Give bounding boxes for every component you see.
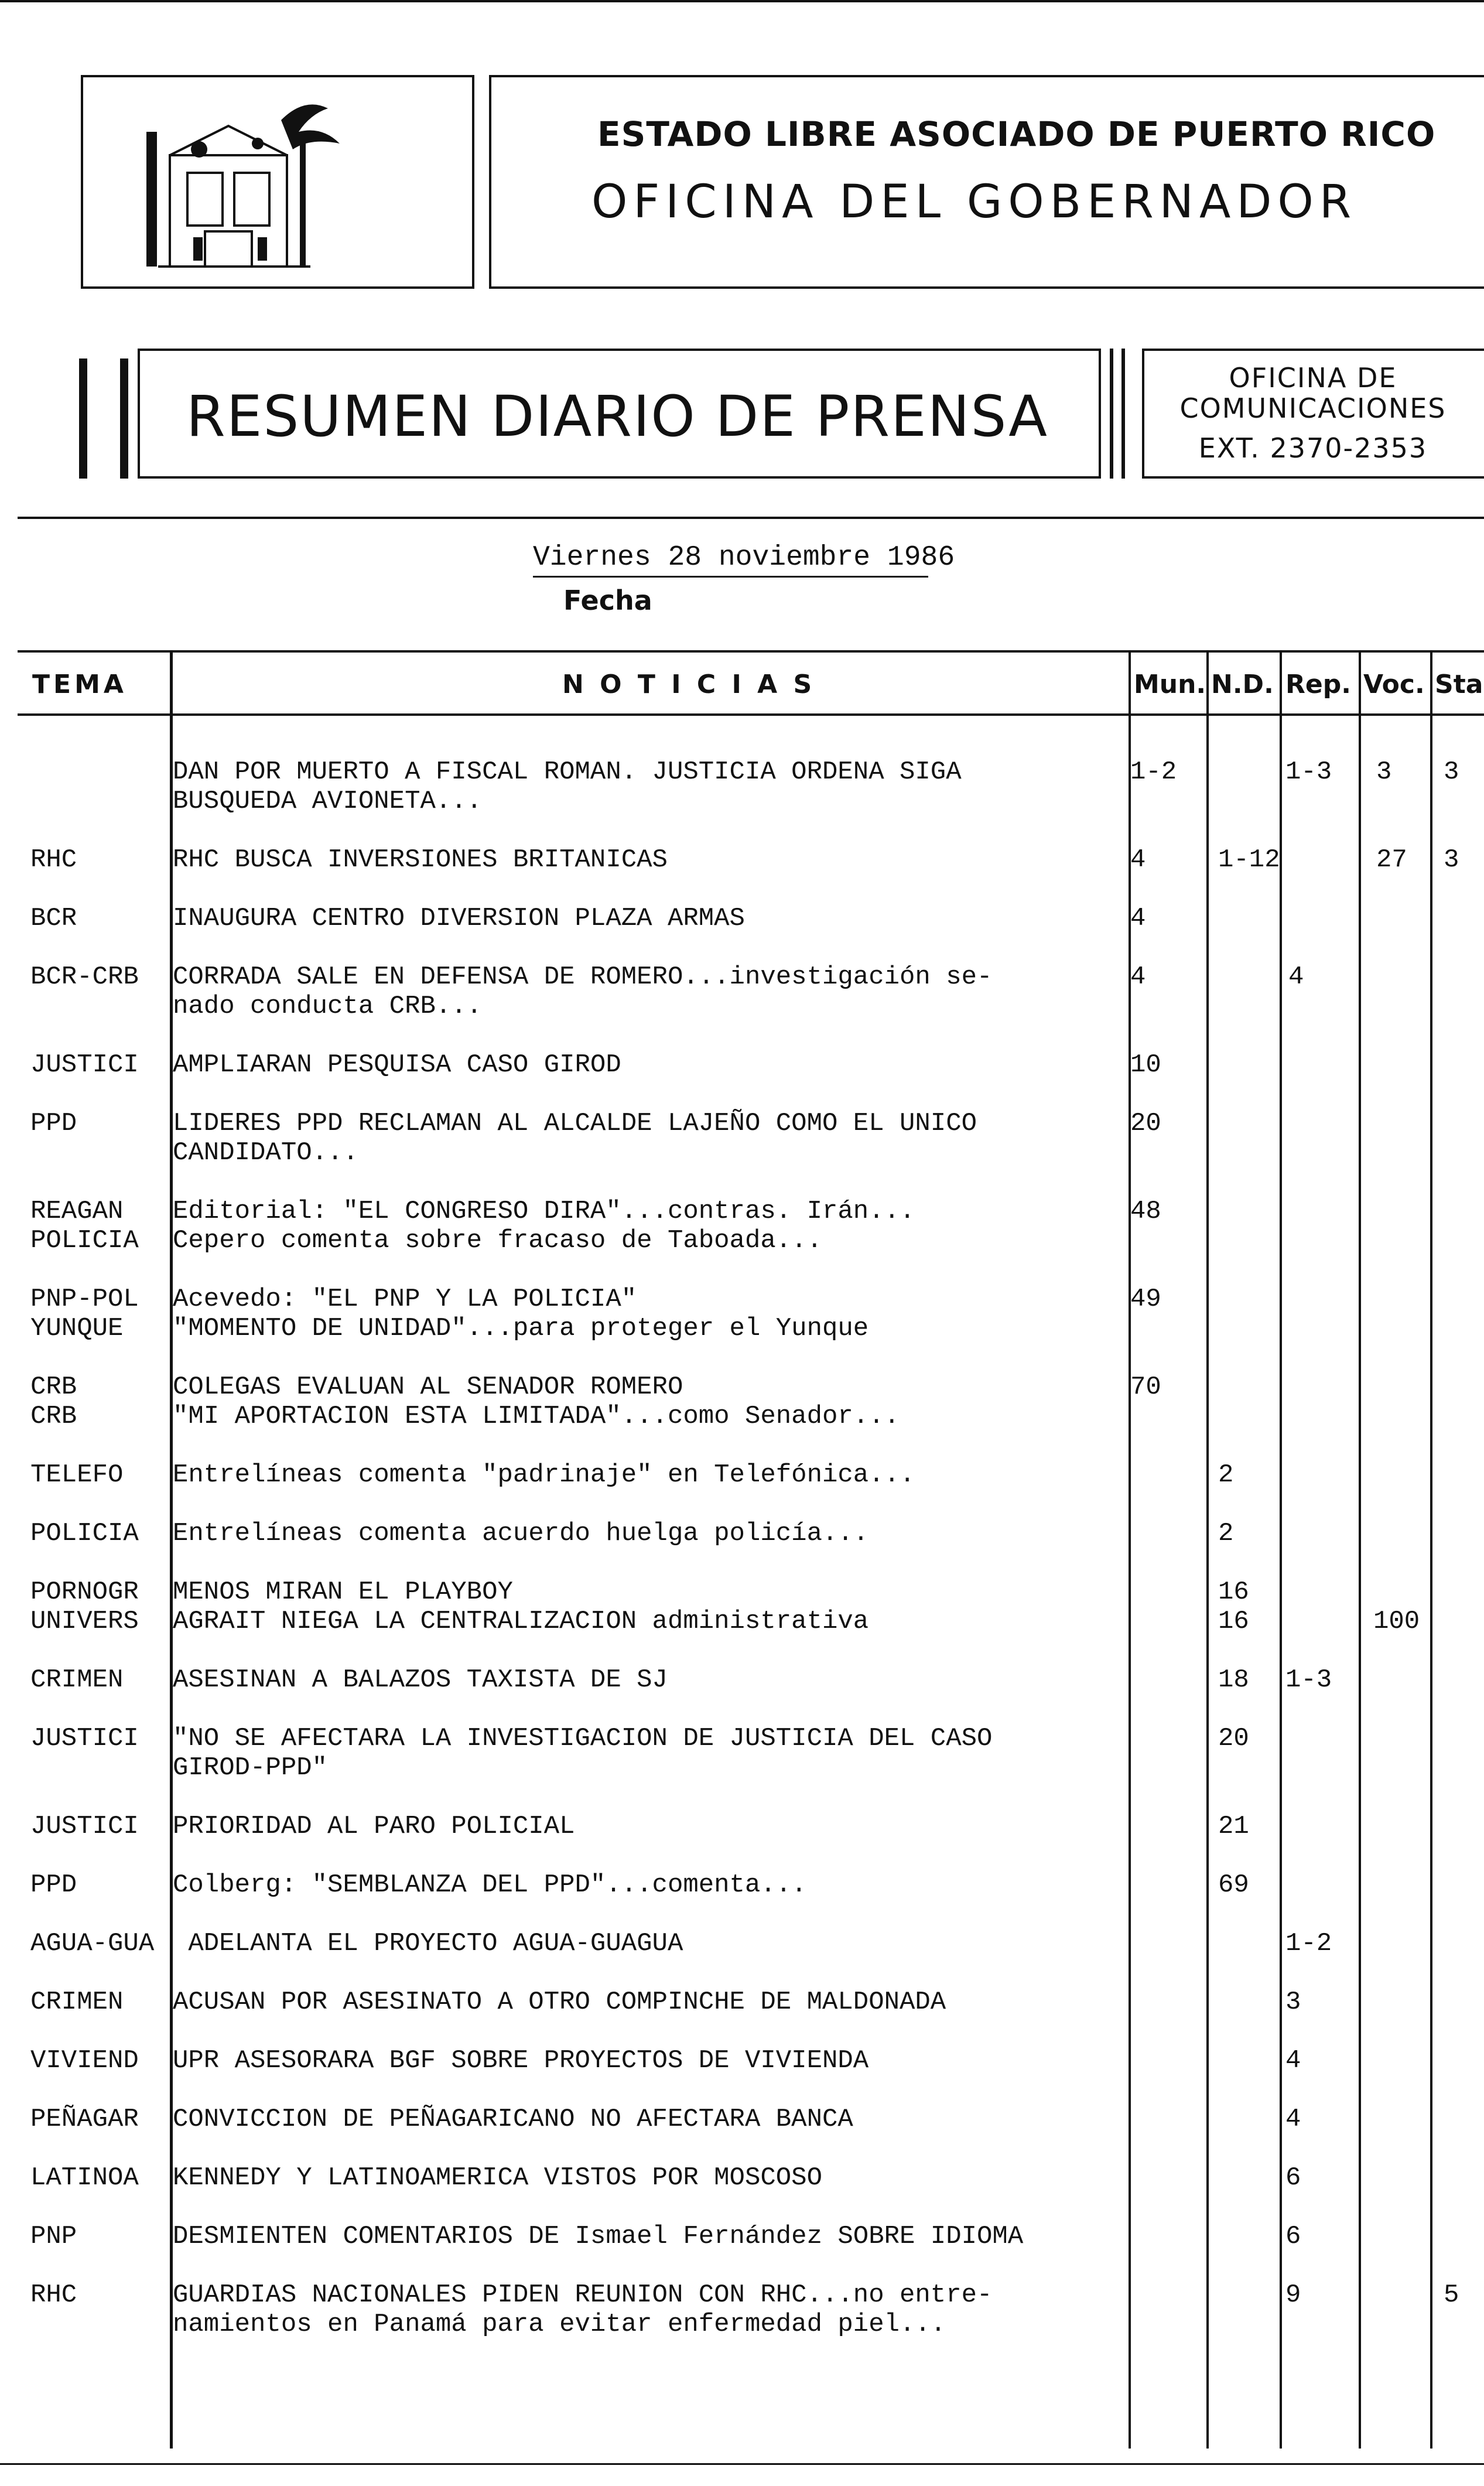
row-tema: RHC (30, 2280, 77, 2310)
row-voc: 100 (1373, 1607, 1420, 1636)
date-underline (533, 576, 928, 578)
row-tema: JUSTICI (30, 1050, 139, 1080)
row-news: LIDERES PPD RECLAMAN AL ALCALDE LAJEÑO COMO EL UNICO CANDIDATO... (173, 1109, 977, 1167)
row-mun: 10 (1130, 1050, 1161, 1080)
row-mun: 20 (1130, 1109, 1161, 1138)
row-rep: 1-3 (1285, 1665, 1332, 1695)
row-news: Acevedo: "EL PNP Y LA POLICIA" "MOMENTO DE UNIDAD"...para proteger el Yunque (173, 1285, 869, 1343)
row-sta: 3 (1444, 757, 1459, 787)
row-tema: LATINOA (30, 2163, 139, 2193)
row-news: AMPLIARAN PESQUISA CASO GIROD (173, 1050, 621, 1080)
document-title: RESUMEN DIARIO DE PRENSA (186, 384, 1048, 449)
row-nd: 69 (1218, 1870, 1249, 1900)
row-mun: 48 (1130, 1197, 1161, 1226)
left-rule-1 (79, 358, 87, 479)
row-news: MENOS MIRAN EL PLAYBOY AGRAIT NIEGA LA CENTRALIZACION administrativa (173, 1577, 869, 1636)
row-tema: PEÑAGAR (30, 2105, 139, 2134)
row-mun: 1-2 (1130, 757, 1177, 787)
row-rep: 4 (1288, 962, 1304, 992)
row-tema: PNP (30, 2222, 77, 2251)
row-news: DAN POR MUERTO A FISCAL ROMAN. JUSTICIA ORDENA SIGA BUSQUEDA AVIONETA... (173, 757, 962, 816)
row-news: Entrelíneas comenta acuerdo huelga policía... (173, 1519, 869, 1548)
row-news: INAUGURA CENTRO DIVERSION PLAZA ARMAS (173, 904, 745, 933)
table-header-rule (18, 713, 1484, 716)
row-news: KENNEDY Y LATINOAMERICA VISTOS POR MOSCOSO (173, 2163, 822, 2193)
row-news: RHC BUSCA INVERSIONES BRITANICAS (173, 845, 668, 875)
row-news: UPR ASESORARA BGF SOBRE PROYECTOS DE VIVIENDA (173, 2046, 869, 2075)
row-tema: AGUA-GUA (30, 1929, 155, 1958)
row-tema: REAGAN POLICIA (30, 1197, 139, 1255)
row-tema: CRIMEN (30, 1988, 124, 2017)
row-news: COLEGAS EVALUAN AL SENADOR ROMERO "MI APORTACION ESTA LIMITADA"...como Senador... (173, 1372, 900, 1431)
row-tema: POLICIA (30, 1519, 139, 1548)
row-news: "NO SE AFECTARA LA INVESTIGACION DE JUSTICIA DEL CASO GIROD-PPD" (173, 1724, 993, 1782)
row-mun: 4 (1130, 845, 1146, 875)
row-rep: 6 (1285, 2222, 1301, 2251)
header-noticias: N O T I C I A S (562, 670, 816, 699)
row-tema: CRIMEN (30, 1665, 124, 1695)
col-divider-sta (1430, 650, 1432, 2449)
row-rep: 3 (1285, 1988, 1301, 2017)
row-sta: 3 (1444, 845, 1459, 875)
governor-mansion-logo (135, 85, 381, 278)
row-tema: PPD (30, 1870, 77, 1900)
header-nd: N.D. (1211, 670, 1274, 699)
agency-name: ESTADO LIBRE ASOCIADO DE PUERTO RICO (597, 114, 1436, 154)
table-top-rule (18, 650, 1484, 653)
row-nd: 18 (1218, 1665, 1249, 1695)
office-name: OFICINA DEL GOBERNADOR (591, 176, 1358, 228)
com-line-1: OFICINA DE (1229, 362, 1397, 394)
top-border (0, 0, 1484, 2)
row-rep: 4 (1285, 2105, 1301, 2134)
row-nd: 2 (1218, 1519, 1234, 1548)
row-news: PRIORIDAD AL PARO POLICIAL (173, 1812, 575, 1841)
row-tema: PORNOGR UNIVERS (30, 1577, 139, 1636)
row-nd: 16 16 (1218, 1577, 1249, 1636)
row-voc: 27 (1376, 845, 1407, 875)
table-bottom-rule (0, 2463, 1484, 2465)
right-rule-1 (1110, 349, 1113, 479)
row-tema: PPD (30, 1109, 77, 1138)
row-news: Entrelíneas comenta "padrinaje" en Telefónica... (173, 1460, 915, 1490)
row-nd: 20 (1218, 1724, 1249, 1753)
header-mun: Mun. (1134, 670, 1206, 699)
row-rep: 4 (1285, 2046, 1301, 2075)
row-mun: 70 (1130, 1372, 1161, 1402)
row-tema: PNP-POL YUNQUE (30, 1285, 139, 1343)
row-mun: 4 (1130, 904, 1146, 933)
row-news: Colberg: "SEMBLANZA DEL PPD"...comenta... (173, 1870, 807, 1900)
row-nd: 2 (1218, 1460, 1234, 1490)
row-rep: 1-2 (1285, 1929, 1332, 1958)
header-rep: Rep. (1285, 670, 1351, 699)
row-rep: 6 (1285, 2163, 1301, 2193)
com-line-2: COMUNICACIONES (1179, 392, 1447, 424)
header-separator (18, 517, 1484, 519)
row-rep: 1-3 (1285, 757, 1332, 787)
row-nd: 1-12 (1218, 845, 1280, 875)
row-tema: VIVIEND (30, 2046, 139, 2075)
header-voc: Voc. (1363, 670, 1425, 699)
row-rep: 9 (1285, 2280, 1301, 2310)
row-news: DESMIENTEN COMENTARIOS DE Ismael Fernández SOBRE IDIOMA (173, 2222, 1024, 2251)
com-line-3: EXT. 2370-2353 (1198, 432, 1428, 464)
row-news: ADELANTA EL PROYECTO AGUA-GUAGUA (173, 1929, 683, 1958)
col-divider-rep (1280, 650, 1282, 2449)
row-tema: BCR (30, 904, 77, 933)
row-news: CORRADA SALE EN DEFENSA DE ROMERO...investigación se- nado conducta CRB... (173, 962, 993, 1021)
row-nd: 21 (1218, 1812, 1249, 1841)
row-news: GUARDIAS NACIONALES PIDEN REUNION CON RHC...no entre- namientos en Panamá para evitar enfermedad piel... (173, 2280, 993, 2339)
row-tema: JUSTICI (30, 1724, 139, 1753)
row-tema: TELEFO (30, 1460, 124, 1490)
left-rule-2 (120, 358, 128, 479)
col-divider-voc (1359, 650, 1361, 2449)
row-mun: 4 (1130, 962, 1146, 992)
row-tema: JUSTICI (30, 1812, 139, 1841)
header-sta: Sta (1435, 670, 1483, 699)
date-value: Viernes 28 noviembre 1986 (533, 542, 955, 573)
row-tema: CRB CRB (30, 1372, 77, 1431)
row-news: CONVICCION DE PEÑAGARICANO NO AFECTARA BANCA (173, 2105, 853, 2134)
row-sta: 5 (1444, 2280, 1459, 2310)
row-voc: 3 (1376, 757, 1392, 787)
row-news: Editorial: "EL CONGRESO DIRA"...contras. Irán... Cepero comenta sobre fracaso de Taboada... (173, 1197, 915, 1255)
row-tema: RHC (30, 845, 77, 875)
row-mun: 49 (1130, 1285, 1161, 1314)
right-rule-2 (1121, 349, 1125, 479)
row-tema: BCR-CRB (30, 962, 139, 992)
date-label: Fecha (563, 585, 652, 616)
header-tema: TEMA (32, 670, 127, 699)
col-divider-nd (1206, 650, 1209, 2449)
row-news: ACUSAN POR ASESINATO A OTRO COMPINCHE DE MALDONADA (173, 1988, 946, 2017)
row-news: ASESINAN A BALAZOS TAXISTA DE SJ (173, 1665, 668, 1695)
